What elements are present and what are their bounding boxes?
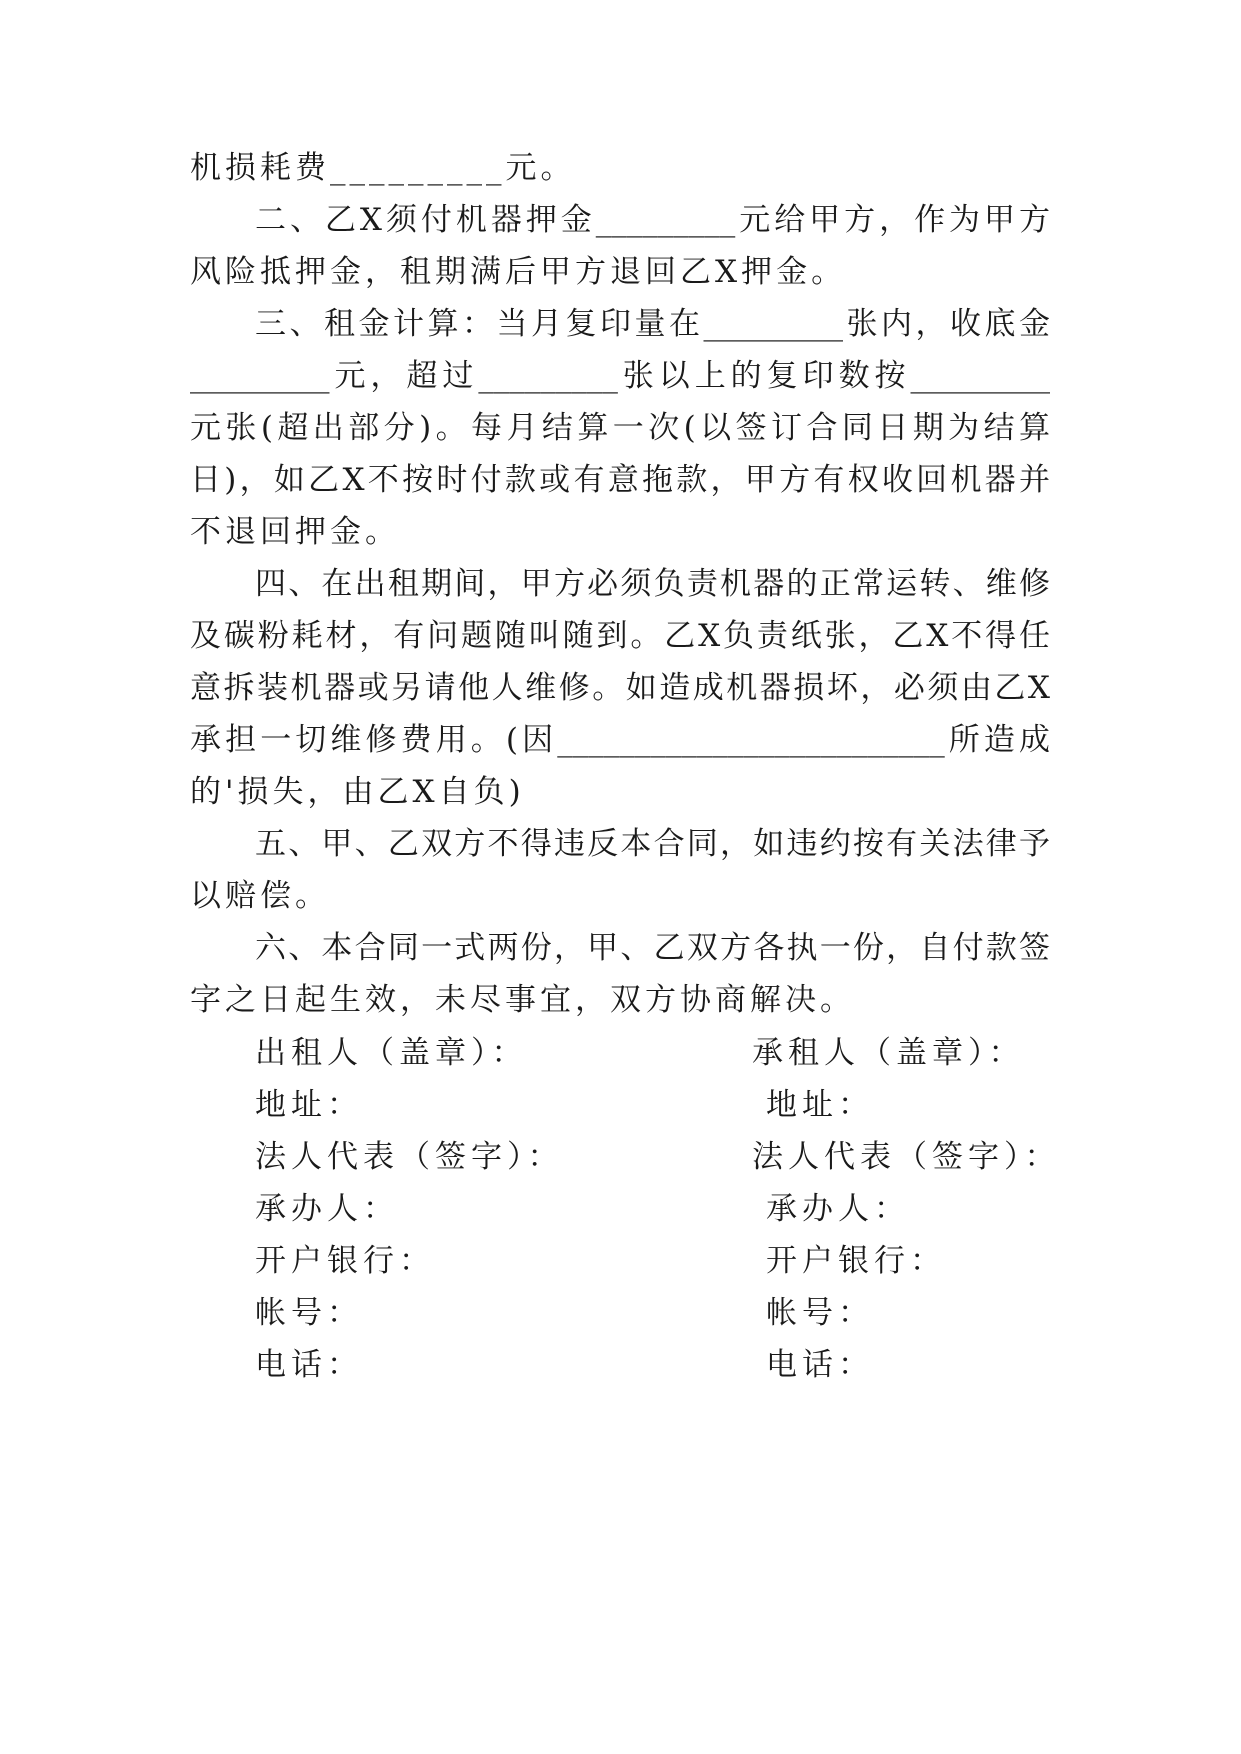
clause-6-line: 六、本合同一式两份，甲、乙双方各执一份，自付款签 xyxy=(255,930,1050,966)
lessee-phone-label: 电话： xyxy=(766,1347,874,1383)
clause-4-line: 四、在出租期间，甲方必须负责机器的正常运转、维修 xyxy=(255,566,1050,602)
text-line: 以赔偿。 xyxy=(190,878,330,914)
lessee-handler-label: 承办人： xyxy=(766,1191,910,1227)
text-line: 意拆装机器或另请他人维修。如造成机器损坏，必须由乙X xyxy=(190,670,1050,706)
lessor-address-label: 地址： xyxy=(255,1087,363,1123)
lessor-seal-label: 出租人（盖章）： xyxy=(255,1035,528,1071)
lessee-account-label: 帐号： xyxy=(766,1295,874,1331)
lessor-phone-label: 电话： xyxy=(255,1347,363,1383)
clause-2-line: 二、乙X须付机器押金_________元给甲方，作为甲方 xyxy=(255,202,1050,238)
lessee-seal-label: 承租人（盖章）： xyxy=(752,1035,1025,1071)
text-line: 及碳粉耗材，有问题随叫随到。乙X负责纸张，乙X不得任 xyxy=(190,618,1050,654)
lessor-account-label: 帐号： xyxy=(255,1295,363,1331)
lessor-legal-rep-label: 法人代表（签字）： xyxy=(255,1139,564,1175)
text-line: 风险抵押金，租期满后甲方退回乙X押金。 xyxy=(190,254,847,290)
text-line: 的'损失，由乙X自负) xyxy=(190,774,525,810)
text-line: 不退回押金。 xyxy=(190,514,400,550)
lessee-bank-label: 开户银行： xyxy=(766,1243,946,1279)
text-line: 字之日起生效，未尽事宜，双方协商解决。 xyxy=(190,982,855,1018)
text-line: 日)，如乙X不按时付款或有意拖款，甲方有权收回机器并 xyxy=(190,462,1050,498)
lessee-address-label: 地址： xyxy=(766,1087,874,1123)
clause-3-line: 三、租金计算：当月复印量在_________张内，收底金 xyxy=(255,306,1050,342)
text-line: _________元，超过_________张以上的复印数按_________ xyxy=(190,358,1050,394)
lessee-legal-rep-label: 法人代表（签字）： xyxy=(752,1139,1061,1175)
text-line: 机损耗费_________元。 xyxy=(190,150,576,186)
lessor-handler-label: 承办人： xyxy=(255,1191,399,1227)
text-line: 元张(超出部分)。每月结算一次(以签订合同日期为结算 xyxy=(190,410,1050,446)
clause-5-line: 五、甲、乙双方不得违反本合同，如违约按有关法律予 xyxy=(255,826,1050,862)
lessor-bank-label: 开户银行： xyxy=(255,1243,435,1279)
text-line: 承担一切维修费用。(因_________________________所造成 xyxy=(190,722,1050,758)
